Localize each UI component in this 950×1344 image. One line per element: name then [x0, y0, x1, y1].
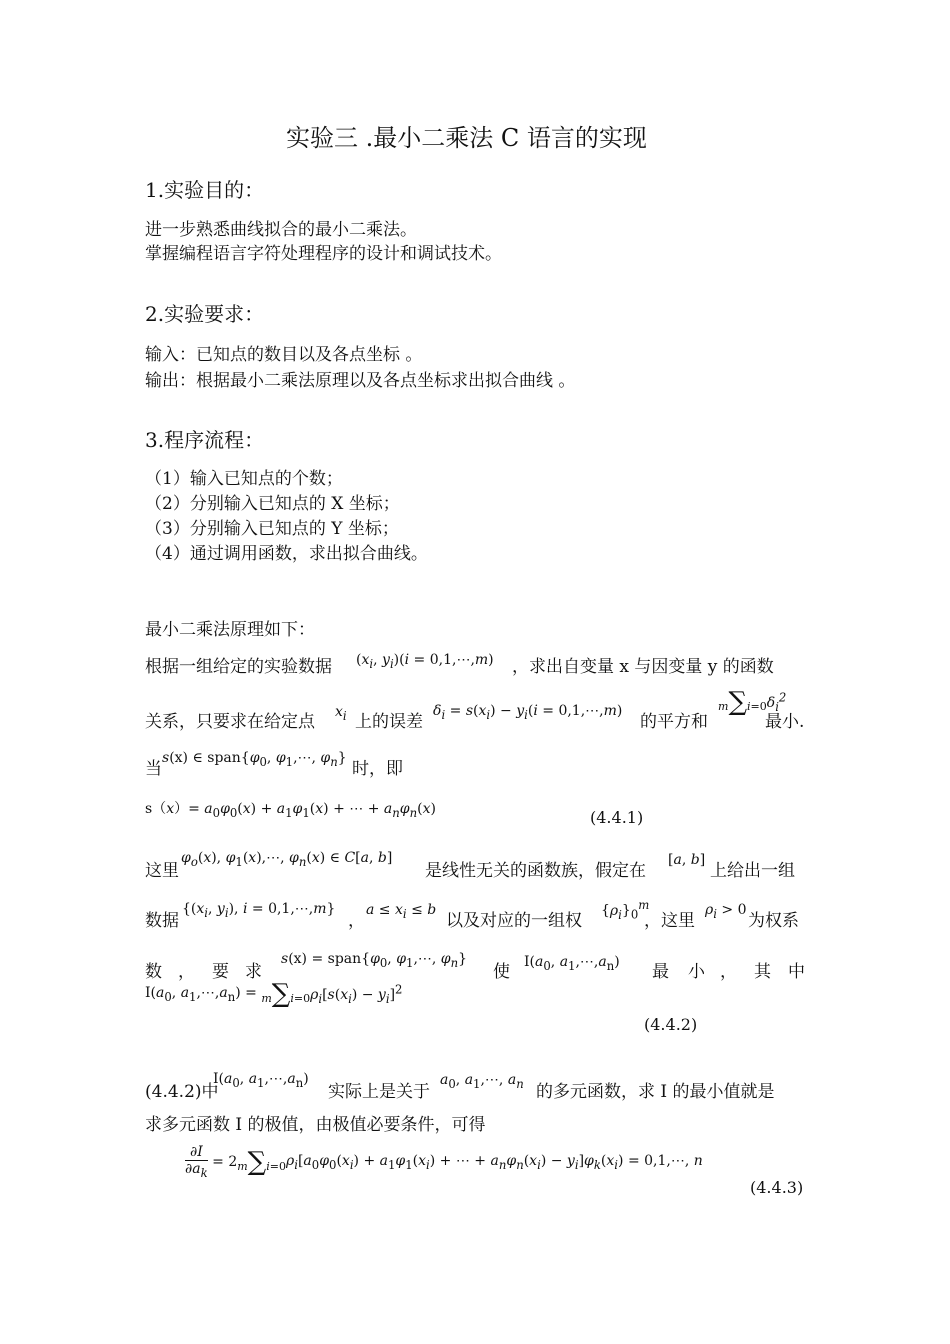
- principle-text-5c: 以及对应的一组权: [446, 911, 582, 931]
- principle-text-5d: ，这里: [644, 911, 695, 931]
- principle-text-2c: 的平方和: [640, 712, 708, 732]
- principle-text-7b: 实际上是关于: [328, 1082, 430, 1102]
- formula-interval: [a, b]: [668, 852, 706, 868]
- section-heading-purpose: 1.实验目的：: [145, 178, 265, 202]
- principle-text-8: 求多元函数 I 的极值，由极值必要条件，可得: [145, 1115, 486, 1135]
- flow-step-3: （3）分别输入已知点的 Y 坐标；: [145, 519, 399, 539]
- partial-derivative-fraction: $\frac{\partial I}{\partial a_k}$: [185, 1144, 208, 1180]
- justified-char-3: 要: [212, 962, 229, 982]
- justified-char-4: 求: [245, 962, 262, 982]
- formula-range: $a \le x_i \le b$: [366, 902, 437, 921]
- formula-I-args-2: $I(a_0$, $a_1,\cdots,a_n$): [213, 1071, 309, 1090]
- formula-sum-squares: $m\sum i=0\delta_i^2$: [718, 687, 787, 717]
- equation-4-4-1: $s(x)= a_0\varphi_0(x) + a_1\varphi_1(x)$ + ⋯ + $a_n\varphi_n(x)$: [145, 801, 436, 820]
- principle-text-1b: ，求出自变量 x 与因变量 y 的函数: [512, 657, 774, 677]
- principle-text-7a: (4.4.2)中: [145, 1082, 219, 1102]
- principle-text-4a: 这里: [145, 861, 179, 881]
- equation-number-4-4-3: (4.4.3): [750, 1178, 804, 1197]
- principle-text-4c: 上给出一组: [710, 861, 795, 881]
- flow-step-4: （4）通过调用函数，求出拟合曲线。: [145, 544, 428, 564]
- principle-text-5b: ，: [348, 911, 365, 931]
- formula-data-set: {($x_i$, $y_i$), i = 0,1,⋯,m}: [182, 901, 336, 920]
- principle-text-5a: 数据: [145, 911, 179, 931]
- justified-char-5: 使: [493, 962, 510, 982]
- principle-intro: 最小二乘法原理如下：: [145, 620, 315, 640]
- principle-text-2a: 关系，只要求在给定点: [145, 712, 315, 732]
- formula-xi: $x_i$: [335, 704, 347, 723]
- requirement-input: 输入：已知点的数目以及各点坐标 。: [145, 345, 423, 365]
- formula-span: s(x) ∈ $span\{\varphi_0$, $\varphi_1,\cdots$, $\varphi_n$}: [162, 750, 347, 769]
- principle-text-1a: 根据一组给定的实验数据: [145, 657, 332, 677]
- section-heading-flow: 3.程序流程：: [145, 428, 265, 452]
- justified-char-10: 中: [788, 962, 805, 982]
- equation-number-4-4-2: (4.4.2): [644, 1015, 698, 1034]
- equation-number-4-4-1: (4.4.1): [590, 808, 644, 827]
- principle-text-5e: 为权系: [748, 911, 799, 931]
- formula-s-span: $s(x) = span\{\varphi_0$, $\varphi_1,\cdots$, $\varphi_n$}: [281, 951, 468, 970]
- flow-step-2: （2）分别输入已知点的 X 坐标；: [145, 494, 400, 514]
- document-title: 实验三 .最小二乘法 C 语言的实现: [286, 124, 647, 152]
- justified-char-1: 数: [145, 962, 162, 982]
- equation-4-4-3: $\frac{\partial I}{\partial a_k}$ = $2m\sum i=0\rho_i[a_0\varphi_0(x_i) + a_1\varphi_1(x_i)$ + ⋯ + $a_n\varphi_n(x_i) - y_i]\varphi_k(x_i)$ = 0,1,⋯, n: [185, 1144, 703, 1180]
- justified-char-6: 最: [652, 962, 669, 982]
- equation-4-4-2: $I(a_0$, $a_1,\cdots,a_n) = m\sum i=0\rho_i[s(x_i) - y_i]^2$: [145, 979, 403, 1009]
- purpose-line-2: 掌握编程语言字符处理程序的设计和调试技术。: [145, 244, 502, 264]
- formula-coefficients: $a_0$, $a_1,\cdots$, $a_n$: [440, 1072, 524, 1091]
- principle-text-3b: 时，即: [352, 759, 403, 779]
- flow-step-1: （1）输入已知点的个数；: [145, 469, 343, 489]
- principle-text-3a: 当: [145, 759, 162, 779]
- principle-text-2b: 上的误差: [355, 712, 423, 732]
- principle-text-4b: 是线性无关的函数族，假定在: [425, 861, 646, 881]
- purpose-line-1: 进一步熟悉曲线拟合的最小二乘法。: [145, 220, 417, 240]
- justified-char-9: 其: [754, 962, 771, 982]
- formula-weights: $\{\rho_i\}_0^m$: [601, 898, 650, 922]
- justified-char-2: ，: [178, 962, 195, 982]
- section-heading-requirements: 2.实验要求：: [145, 302, 265, 326]
- formula-weight-positive: $\rho_i > 0$: [705, 902, 747, 921]
- formula-error: $\delta_i = s(x_i) - y_i(i$ = 0,1,⋯,m): [433, 703, 623, 722]
- principle-text-2d: 最小.: [765, 712, 805, 732]
- justified-char-7: 小: [688, 962, 705, 982]
- formula-function-family: $\varphi_o(x)$, $\varphi_1(x),\cdots$, $\varphi_n(x)$ ∈ C[a, b]: [181, 850, 393, 869]
- formula-data-points: ($x_i$, $y_i)(i$ = 0,1,⋯,m): [356, 652, 494, 671]
- formula-I-args: $I(a_0$, $a_1,\cdots,a_n$): [524, 954, 620, 973]
- justified-char-8: ，: [720, 962, 737, 982]
- principle-text-7c: 的多元函数，求 I 的最小值就是: [536, 1082, 775, 1102]
- requirement-output: 输出：根据最小二乘法原理以及各点坐标求出拟合曲线 。: [145, 371, 576, 391]
